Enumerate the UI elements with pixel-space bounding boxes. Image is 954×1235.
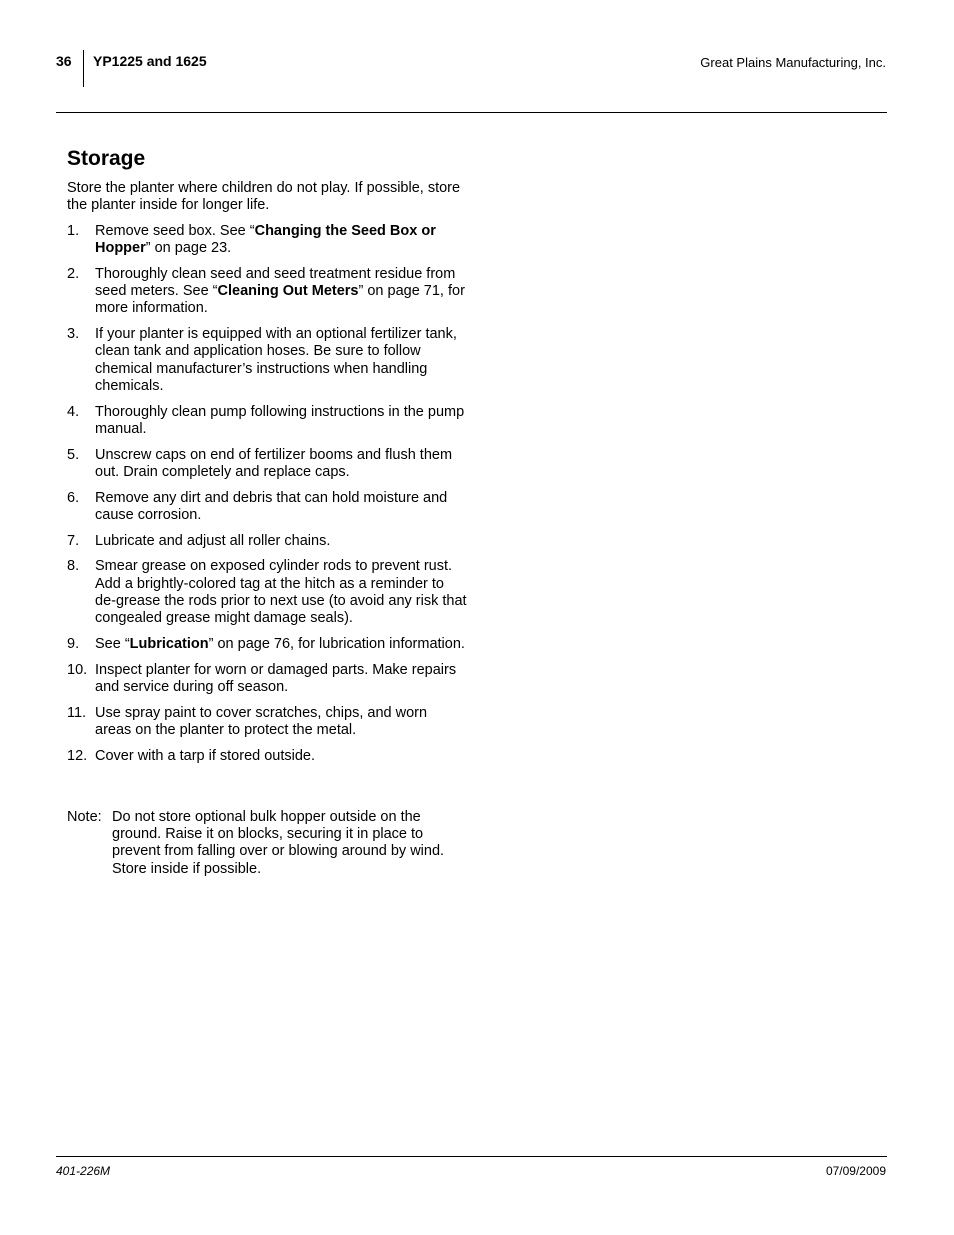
step-item — [67, 266, 467, 318]
header-divider — [83, 50, 84, 87]
step-number: 6. — [67, 489, 80, 506]
step-item — [67, 326, 467, 395]
step-text: Thoroughly clean pump following instructions in the pump manual. — [95, 403, 465, 437]
step-text-after: ” on page 71, for more information. — [95, 283, 465, 317]
step-text: Smear grease on exposed cylinder rods to prevent rust. Add a brightly-colored tag at the hitch as a reminder to de-grease the rods prior to next use (to avoid any risk that congealed grease might damage seals). — [95, 558, 467, 627]
model-title: YP1225 and 1625 — [93, 53, 207, 69]
step-text: If your planter is equipped with an optional fertilizer tank, clean tank and application hoses. Be sure to follow chemical manufacturer’s instructions when handling chemicals. — [95, 326, 457, 394]
step-number: 4. — [67, 403, 80, 420]
step-item — [67, 662, 467, 696]
document-number: 401-226M — [56, 1164, 111, 1178]
step-number: 12. — [67, 747, 88, 764]
step-item — [67, 404, 467, 438]
section-intro: Store the planter where children do not play. If possible, store the planter inside for longer life. — [67, 180, 461, 213]
step-number: 5. — [67, 446, 80, 463]
step-item — [67, 447, 467, 481]
footer-rule — [56, 1156, 887, 1157]
step-text-after: ” on page 23. — [145, 240, 232, 257]
step-item — [67, 533, 467, 550]
step-number: 2. — [67, 266, 80, 282]
step-item — [67, 558, 467, 627]
step-number: 7. — [67, 532, 80, 549]
step-text-after: ” on page 76, for lubrication information. — [208, 635, 465, 652]
step-item — [67, 636, 467, 653]
step-text: Use spray paint to cover scratches, chips, and worn areas on the planter to protect the metal. — [95, 704, 428, 738]
document-date: 07/09/2009 — [825, 1164, 886, 1178]
note-block — [67, 809, 467, 878]
step-reference: Cleaning Out Meters — [217, 283, 359, 300]
step-text: Cover with a tarp if stored outside. — [95, 747, 316, 764]
step-number: 3. — [67, 326, 80, 343]
step-text: Lubricate and adjust all roller chains. — [95, 532, 331, 549]
step-text: Remove any dirt and debris that can hold moisture and cause corrosion. — [95, 489, 448, 523]
step-number: 11. — [67, 704, 87, 721]
step-item — [67, 490, 467, 524]
step-reference: Changing the Seed Box or Hopper — [95, 223, 436, 257]
step-number: 1. — [67, 223, 80, 239]
step-text: Unscrew caps on end of fertilizer booms and flush them out. Drain completely and replace caps. — [95, 446, 453, 480]
note-label: Note: — [67, 809, 102, 825]
storage-steps-list — [67, 223, 467, 773]
step-text: Remove seed box. See “ — [95, 223, 255, 239]
step-item — [67, 748, 467, 765]
section-title: Storage — [67, 147, 146, 170]
step-text: See “ — [95, 635, 130, 652]
step-number: 10. — [67, 661, 88, 678]
note-text: Do not store optional bulk hopper outside on the ground. Raise it on blocks, securing it in place to prevent from falling over or blowing around by wind. Store inside if possible. — [112, 809, 445, 877]
step-text: Inspect planter for worn or damaged parts. Make repairs and service during off season. — [95, 661, 457, 695]
step-item — [67, 705, 467, 739]
page-number: 36 — [56, 53, 72, 69]
step-reference: Lubrication — [129, 635, 209, 652]
step-item — [67, 223, 467, 257]
step-text: Thoroughly clean seed and seed treatment residue from seed meters. See “ — [95, 266, 456, 300]
step-number: 8. — [67, 558, 80, 575]
company-name: Great Plains Manufacturing, Inc. — [700, 55, 886, 70]
header-rule — [56, 112, 887, 113]
step-number: 9. — [67, 635, 80, 652]
